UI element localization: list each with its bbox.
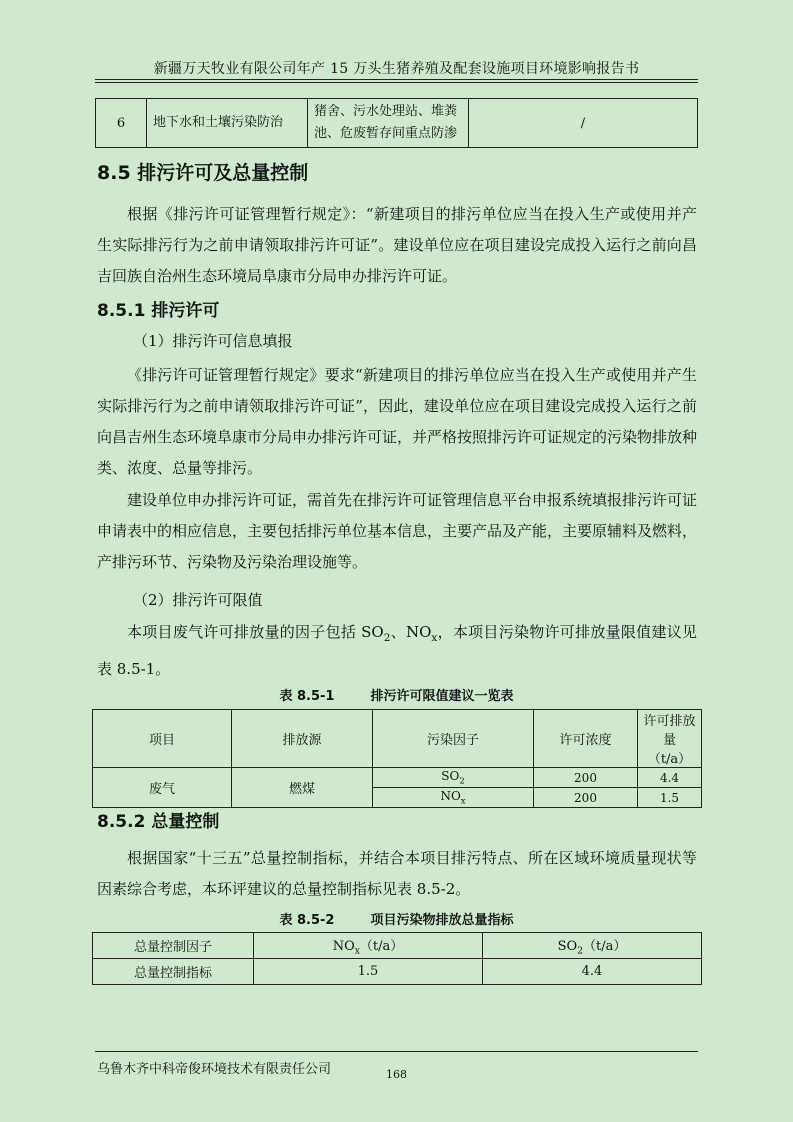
table-8-5-2 — [92, 932, 702, 985]
factor-sub: 2 — [459, 775, 465, 786]
report-header-title: 新疆万天牧业有限公司年产 15 万头生猪养殖及配套设施项目环境影响报告书 — [153, 61, 640, 77]
previous-table-continuation — [95, 98, 698, 148]
header-rule — [95, 79, 698, 80]
section-heading-8-5-2: 8.5.2 总量控制 — [97, 812, 220, 832]
concentration-cell: 200 — [534, 768, 638, 788]
caption-number: 表 8.5-1 — [279, 689, 335, 704]
measure-remark: / — [469, 99, 698, 148]
caption-title: 排污许可限值建议一览表 — [370, 689, 514, 704]
table-8-5-1 — [92, 709, 702, 808]
nox-unit: （t/a） — [359, 938, 404, 954]
caption-title: 项目污染物排放总量指标 — [370, 913, 514, 928]
subheading-permit-limits: （2）排污许可限值 — [133, 591, 263, 609]
section-8-5-1-paragraph-3 — [97, 617, 697, 685]
table-row — [96, 99, 698, 148]
row-label: 总量控制因子 — [93, 933, 254, 959]
header-amount-line1: 许可排放量 — [643, 714, 696, 748]
row-label: 总量控制指标 — [93, 959, 254, 985]
header-source: 排放源 — [232, 710, 373, 768]
section-8-5-2-paragraph: 根据国家“十三五”总量控制指标，并结合本项目排污特点、所在区域环境质量现状等因素综合考虑，本环评建议的总量控制指标见表 8.5-2。 — [97, 849, 697, 898]
table-row — [93, 959, 702, 985]
so2-unit: （t/a） — [583, 938, 627, 954]
so2-sub: 2 — [577, 946, 583, 957]
header-factor: 污染因子 — [373, 710, 534, 768]
table-row — [93, 933, 702, 959]
header-rule-thin — [95, 82, 698, 83]
subscript-x: x — [431, 632, 438, 644]
nox-value: 1.5 — [254, 959, 483, 985]
factor-cell — [373, 768, 534, 788]
nox-text: NO — [332, 938, 355, 954]
subscript-2: 2 — [383, 632, 391, 644]
table-row — [93, 768, 702, 788]
section-heading-8-5-1: 8.5.1 排污许可 — [97, 301, 220, 321]
footer-rule — [95, 1051, 698, 1052]
table-8-5-2-caption — [0, 909, 793, 928]
header-concentration: 许可浓度 — [534, 710, 638, 768]
subheading-info-filling: （1）排污许可信息填报 — [133, 332, 293, 350]
category-cell: 废气 — [93, 768, 232, 808]
measure-item: 地下水和土壤污染防治 — [147, 99, 308, 148]
footer-company: 乌鲁木齐中科帝俊环境技术有限责任公司 — [97, 1062, 332, 1077]
nox-header — [254, 933, 483, 959]
page-number: 168 — [386, 1068, 407, 1081]
table-8-5-1-caption — [0, 685, 793, 704]
amount-cell: 4.4 — [638, 768, 702, 788]
section-heading-8-5: 8.5 排污许可及总量控制 — [97, 162, 309, 184]
so2-value: 4.4 — [483, 959, 702, 985]
row-number: 6 — [96, 99, 147, 148]
factor-cell — [373, 788, 534, 808]
so2-text: SO — [557, 938, 578, 954]
caption-number: 表 8.5-2 — [279, 913, 335, 928]
amount-cell: 1.5 — [638, 788, 702, 808]
section-8-5-1-paragraph-1: 《排污许可证管理暂行规定》要求“新建项目的排污单位应当在投入生产或使用并产生实际排污行为之前申请领取排污许可证”，因此，建设单位应在项目建设完成投入运行之前向昌吉州生态环境阜康市分局申办排污许可证，并严格按照排污许可证规定的污染物排放种类、浓度、总量等排污。 — [97, 366, 698, 477]
para3-text-b: 、NO — [390, 623, 432, 641]
header-amount-line2: （t/a） — [647, 752, 692, 767]
source-cell: 燃煤 — [232, 768, 373, 808]
para3-text-a: 本项目废气许可排放量的因子包括 SO — [127, 623, 384, 641]
section-8-5-1-paragraph-2: 建设单位申办排污许可证，需首先在排污许可证管理信息平台申报系统填报排污许可证申请表中的相应信息，主要包括排污单位基本信息，主要产品及产能，主要原辅料及燃料，产排污环节、污染物及污染治理设施等。 — [97, 491, 698, 571]
section-8-5-paragraph: 根据《排污许可证管理暂行规定》：“新建项目的排污单位应当在投入生产或使用并产生实际排污行为之前申请领取排污许可证”。建设单位应在项目建设完成投入运行之前向昌吉回族自治州生态环境局阜康市分局申办排污许可证。 — [97, 205, 697, 285]
factor-sub: x — [460, 795, 466, 806]
factor-text: NO — [440, 789, 461, 804]
header-item: 项目 — [93, 710, 232, 768]
header-amount — [638, 710, 702, 768]
nox-sub: x — [354, 946, 360, 957]
so2-header — [483, 933, 702, 959]
factor-text: SO — [441, 769, 460, 784]
measure-content: 猪舍、污水处理站、堆粪池、危废暂存间重点防渗 — [308, 99, 469, 148]
para3-text-c: ，本项目污染物许可排放量限值建议见表 8.5-1。 — [97, 623, 697, 678]
concentration-cell: 200 — [534, 788, 638, 808]
table-header-row — [93, 710, 702, 768]
